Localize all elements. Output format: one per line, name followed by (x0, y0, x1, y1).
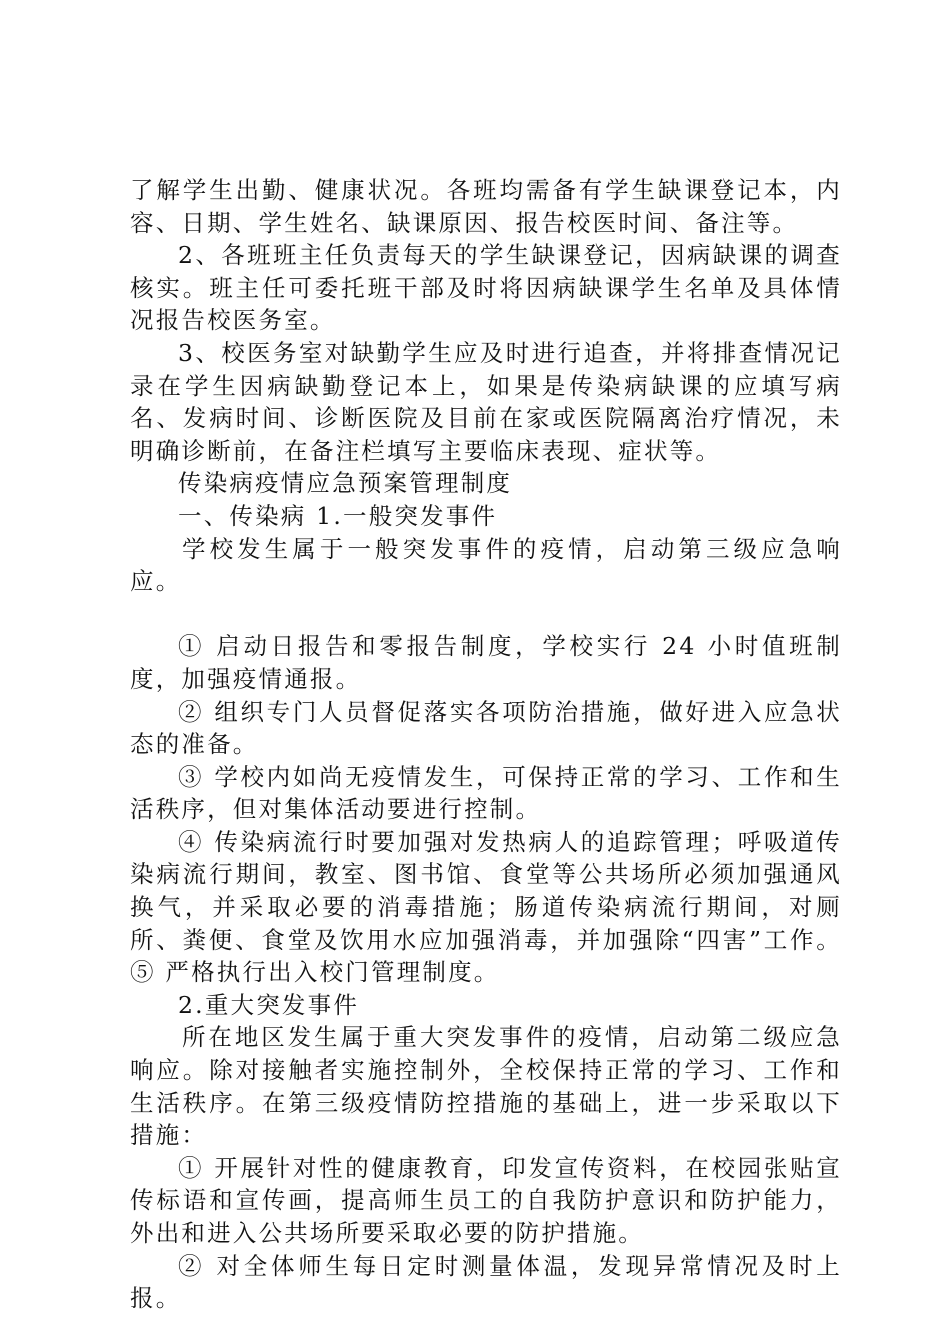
subsection-heading-major: 2.重大突发事件 (178, 990, 360, 1019)
paragraph-major-response: 所在地区发生属于重大突发事件的疫情，启动第二级应急响应。除对接触者实施控制外，全校保持正常的学习、工作和生活秩序。在第三级疫情防控措施的基础上，进一步采取以下措施： (130, 1023, 842, 1150)
list-item-major-1: ① 开展针对性的健康教育，印发宣传资料，在校园张贴宣传标语和宣传画，提高师生员工的自我防护意识和防护能力，外出和进入公共场所要采取必要的防护措施。 (130, 1153, 842, 1247)
paragraph-item-3: 3、校医务室对缺勤学生应及时进行追查，并将排查情况记录在学生因病缺勤登记本上，如果是传染病缺课的应填写病名、发病时间、诊断医院及目前在家或医院隔离治疗情况，未明确诊断前，在备注栏填写主要临床表现、症状等。 (130, 338, 842, 465)
paragraph-general-response: 学校发生属于一般突发事件的疫情，启动第三级应急响应。 (130, 534, 842, 596)
list-item-major-2: ② 对全体师生每日定时测量体温，发现异常情况及时上报。 (130, 1251, 842, 1313)
document-body (130, 174, 842, 1315)
section-title: 传染病疫情应急预案管理制度 (178, 469, 513, 498)
list-item-1: ① 启动日报告和零报告制度，学校实行 24 小时值班制度，加强疫情通报。 (130, 632, 842, 693)
paragraph-item-2: 2、各班班主任负责每天的学生缺课登记，因病缺课的调查核实。班主任可委托班干部及时将因病缺课学生名单及具体情况报告校医务室。 (130, 241, 842, 335)
list-item-2: ② 组织专门人员督促落实各项防治措施，做好进入应急状态的准备。 (130, 697, 842, 759)
blank-line (130, 598, 842, 631)
subsection-heading-general: 一、传染病 1.一般突发事件 (178, 501, 498, 530)
list-item-4: ④ 传染病流行时要加强对发热病人的追踪管理；呼吸道传染病流行期间，教室、图书馆、食堂等公共场所必须加强通风换气，并采取必要的消毒措施；肠道传染病流行期间，对厕所、粪便、食堂及饮用水应加强消毒，并加强除“四害”工作。⑤ 严格执行出入校门管理制度。 (130, 827, 842, 987)
list-item-3: ③ 学校内如尚无疫情发生，可保持正常的学习、工作和生活秩序，但对集体活动要进行控制。 (130, 762, 842, 824)
paragraph-attendance-register: 了解学生出勤、健康状况。各班均需备有学生缺课登记本，内容、日期、学生姓名、缺课原因、报告校医时间、备注等。 (130, 176, 842, 237)
